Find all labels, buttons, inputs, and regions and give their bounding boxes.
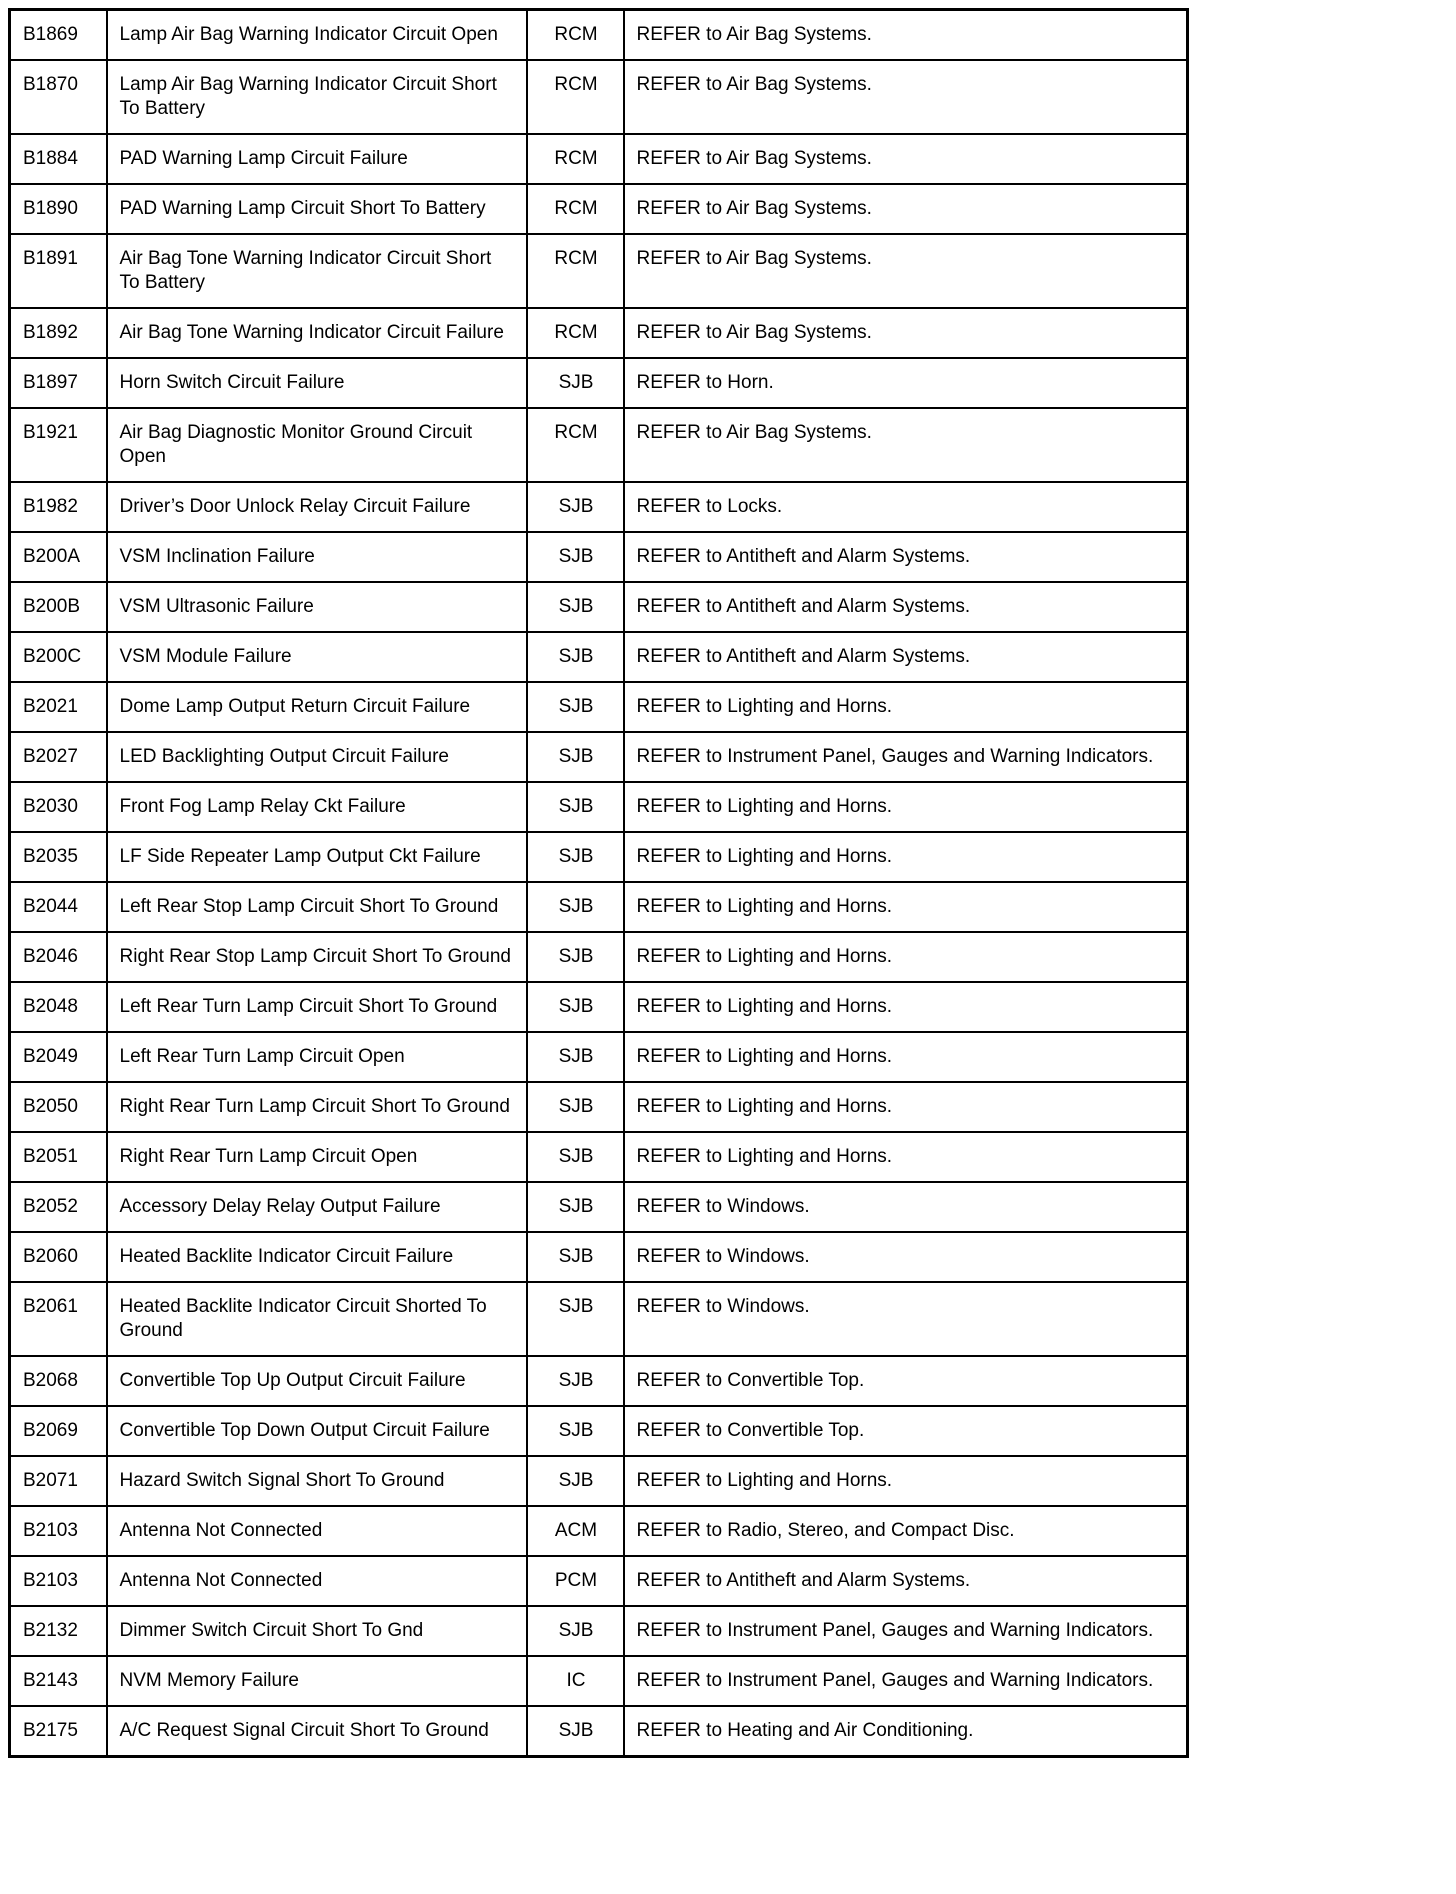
dtc-action-cell: REFER to Air Bag Systems. (624, 60, 1188, 134)
dtc-action-cell: REFER to Windows. (624, 1282, 1188, 1356)
dtc-action-cell: REFER to Convertible Top. (624, 1406, 1188, 1456)
dtc-module-cell: SJB (527, 1706, 624, 1757)
table-row (10, 60, 1188, 134)
dtc-action-cell: REFER to Lighting and Horns. (624, 682, 1188, 732)
table-row (10, 1182, 1188, 1232)
dtc-description-cell: Antenna Not Connected (107, 1506, 527, 1556)
dtc-action-cell: REFER to Air Bag Systems. (624, 234, 1188, 308)
dtc-action-cell: REFER to Air Bag Systems. (624, 10, 1188, 61)
dtc-code-cell: B2052 (10, 1182, 107, 1232)
dtc-action-cell: REFER to Lighting and Horns. (624, 1032, 1188, 1082)
dtc-module-cell: RCM (527, 408, 624, 482)
dtc-module-cell: RCM (527, 10, 624, 61)
table-row (10, 682, 1188, 732)
dtc-action-cell: REFER to Heating and Air Conditioning. (624, 1706, 1188, 1757)
dtc-module-cell: RCM (527, 184, 624, 234)
dtc-module-cell: SJB (527, 532, 624, 582)
dtc-table-body (10, 10, 1188, 1757)
dtc-code-cell: B2050 (10, 1082, 107, 1132)
dtc-description-cell: VSM Module Failure (107, 632, 527, 682)
dtc-action-cell: REFER to Antitheft and Alarm Systems. (624, 532, 1188, 582)
dtc-code-cell: B200B (10, 582, 107, 632)
dtc-action-cell: REFER to Instrument Panel, Gauges and Warning Indicators. (624, 1606, 1188, 1656)
table-row (10, 358, 1188, 408)
dtc-description-cell: Left Rear Turn Lamp Circuit Open (107, 1032, 527, 1082)
dtc-code-cell: B1982 (10, 482, 107, 532)
dtc-action-cell: REFER to Lighting and Horns. (624, 882, 1188, 932)
dtc-module-cell: RCM (527, 60, 624, 134)
table-row (10, 482, 1188, 532)
table-row (10, 234, 1188, 308)
dtc-code-cell: B2071 (10, 1456, 107, 1506)
dtc-action-cell: REFER to Lighting and Horns. (624, 932, 1188, 982)
dtc-action-cell: REFER to Antitheft and Alarm Systems. (624, 632, 1188, 682)
dtc-code-cell: B1890 (10, 184, 107, 234)
dtc-action-cell: REFER to Instrument Panel, Gauges and Warning Indicators. (624, 1656, 1188, 1706)
dtc-code-cell: B1870 (10, 60, 107, 134)
dtc-action-cell: REFER to Air Bag Systems. (624, 308, 1188, 358)
dtc-module-cell: SJB (527, 1082, 624, 1132)
dtc-code-cell: B1892 (10, 308, 107, 358)
dtc-code-cell: B1921 (10, 408, 107, 482)
dtc-module-cell: SJB (527, 932, 624, 982)
table-row (10, 1706, 1188, 1757)
dtc-code-cell: B2048 (10, 982, 107, 1032)
dtc-index-table (8, 8, 1189, 1758)
dtc-code-cell: B2132 (10, 1606, 107, 1656)
table-row (10, 882, 1188, 932)
dtc-code-cell: B2035 (10, 832, 107, 882)
dtc-code-cell: B1884 (10, 134, 107, 184)
dtc-description-cell: Air Bag Tone Warning Indicator Circuit Short To Battery (107, 234, 527, 308)
dtc-module-cell: SJB (527, 358, 624, 408)
dtc-description-cell: Left Rear Turn Lamp Circuit Short To Ground (107, 982, 527, 1032)
dtc-code-cell: B1869 (10, 10, 107, 61)
dtc-description-cell: Front Fog Lamp Relay Ckt Failure (107, 782, 527, 832)
dtc-module-cell: SJB (527, 1282, 624, 1356)
dtc-module-cell: SJB (527, 632, 624, 682)
dtc-description-cell: Right Rear Turn Lamp Circuit Short To Ground (107, 1082, 527, 1132)
dtc-description-cell: Right Rear Turn Lamp Circuit Open (107, 1132, 527, 1182)
dtc-module-cell: SJB (527, 1032, 624, 1082)
dtc-action-cell: REFER to Horn. (624, 358, 1188, 408)
dtc-module-cell: SJB (527, 882, 624, 932)
dtc-action-cell: REFER to Windows. (624, 1232, 1188, 1282)
table-row (10, 1282, 1188, 1356)
dtc-code-cell: B2061 (10, 1282, 107, 1356)
dtc-description-cell: NVM Memory Failure (107, 1656, 527, 1706)
table-row (10, 582, 1188, 632)
dtc-code-cell: B1891 (10, 234, 107, 308)
dtc-code-cell: B200C (10, 632, 107, 682)
dtc-module-cell: RCM (527, 308, 624, 358)
table-row (10, 1656, 1188, 1706)
dtc-code-cell: B2175 (10, 1706, 107, 1757)
dtc-action-cell: REFER to Lighting and Horns. (624, 782, 1188, 832)
dtc-code-cell: B2044 (10, 882, 107, 932)
dtc-module-cell: SJB (527, 1132, 624, 1182)
dtc-code-cell: B1897 (10, 358, 107, 408)
dtc-module-cell: RCM (527, 134, 624, 184)
dtc-description-cell: Left Rear Stop Lamp Circuit Short To Ground (107, 882, 527, 932)
dtc-description-cell: Accessory Delay Relay Output Failure (107, 1182, 527, 1232)
dtc-code-cell: B2051 (10, 1132, 107, 1182)
dtc-module-cell: PCM (527, 1556, 624, 1606)
dtc-action-cell: REFER to Air Bag Systems. (624, 134, 1188, 184)
dtc-description-cell: Air Bag Tone Warning Indicator Circuit Failure (107, 308, 527, 358)
dtc-description-cell: Horn Switch Circuit Failure (107, 358, 527, 408)
table-row (10, 982, 1188, 1032)
dtc-action-cell: REFER to Air Bag Systems. (624, 184, 1188, 234)
table-row (10, 1556, 1188, 1606)
dtc-module-cell: SJB (527, 482, 624, 532)
dtc-code-cell: B2049 (10, 1032, 107, 1082)
dtc-description-cell: Air Bag Diagnostic Monitor Ground Circuit Open (107, 408, 527, 482)
table-row (10, 134, 1188, 184)
dtc-action-cell: REFER to Lighting and Horns. (624, 1456, 1188, 1506)
dtc-description-cell: VSM Inclination Failure (107, 532, 527, 582)
table-row (10, 1356, 1188, 1406)
dtc-description-cell: Lamp Air Bag Warning Indicator Circuit Open (107, 10, 527, 61)
dtc-module-cell: SJB (527, 1456, 624, 1506)
dtc-description-cell: Dimmer Switch Circuit Short To Gnd (107, 1606, 527, 1656)
dtc-module-cell: SJB (527, 1232, 624, 1282)
table-row (10, 1082, 1188, 1132)
dtc-action-cell: REFER to Convertible Top. (624, 1356, 1188, 1406)
dtc-module-cell: IC (527, 1656, 624, 1706)
dtc-description-cell: Hazard Switch Signal Short To Ground (107, 1456, 527, 1506)
table-row (10, 1032, 1188, 1082)
table-row (10, 1406, 1188, 1456)
table-row (10, 1456, 1188, 1506)
dtc-code-cell: B2068 (10, 1356, 107, 1406)
dtc-module-cell: ACM (527, 1506, 624, 1556)
table-row (10, 408, 1188, 482)
dtc-action-cell: REFER to Antitheft and Alarm Systems. (624, 582, 1188, 632)
dtc-description-cell: Heated Backlite Indicator Circuit Failure (107, 1232, 527, 1282)
dtc-action-cell: REFER to Air Bag Systems. (624, 408, 1188, 482)
table-row (10, 1506, 1188, 1556)
dtc-module-cell: SJB (527, 1406, 624, 1456)
dtc-action-cell: REFER to Radio, Stereo, and Compact Disc. (624, 1506, 1188, 1556)
dtc-code-cell: B2027 (10, 732, 107, 782)
dtc-description-cell: VSM Ultrasonic Failure (107, 582, 527, 632)
dtc-action-cell: REFER to Instrument Panel, Gauges and Warning Indicators. (624, 732, 1188, 782)
table-row (10, 1232, 1188, 1282)
dtc-description-cell: Driver’s Door Unlock Relay Circuit Failure (107, 482, 527, 532)
dtc-code-cell: B2021 (10, 682, 107, 732)
dtc-description-cell: LF Side Repeater Lamp Output Ckt Failure (107, 832, 527, 882)
table-row (10, 832, 1188, 882)
dtc-description-cell: Convertible Top Down Output Circuit Failure (107, 1406, 527, 1456)
table-row (10, 184, 1188, 234)
dtc-description-cell: LED Backlighting Output Circuit Failure (107, 732, 527, 782)
table-row (10, 932, 1188, 982)
dtc-module-cell: SJB (527, 732, 624, 782)
dtc-code-cell: B2143 (10, 1656, 107, 1706)
dtc-description-cell: Right Rear Stop Lamp Circuit Short To Ground (107, 932, 527, 982)
dtc-module-cell: SJB (527, 1356, 624, 1406)
dtc-code-cell: B2030 (10, 782, 107, 832)
table-row (10, 632, 1188, 682)
dtc-description-cell: Antenna Not Connected (107, 1556, 527, 1606)
dtc-module-cell: SJB (527, 782, 624, 832)
dtc-code-cell: B2069 (10, 1406, 107, 1456)
dtc-action-cell: REFER to Locks. (624, 482, 1188, 532)
dtc-code-cell: B200A (10, 532, 107, 582)
dtc-description-cell: Heated Backlite Indicator Circuit Shorted To Ground (107, 1282, 527, 1356)
table-row (10, 782, 1188, 832)
dtc-code-cell: B2046 (10, 932, 107, 982)
table-row (10, 532, 1188, 582)
dtc-action-cell: REFER to Lighting and Horns. (624, 982, 1188, 1032)
dtc-module-cell: RCM (527, 234, 624, 308)
dtc-code-cell: B2060 (10, 1232, 107, 1282)
dtc-description-cell: A/C Request Signal Circuit Short To Ground (107, 1706, 527, 1757)
dtc-code-cell: B2103 (10, 1506, 107, 1556)
dtc-description-cell: PAD Warning Lamp Circuit Failure (107, 134, 527, 184)
dtc-description-cell: Lamp Air Bag Warning Indicator Circuit Short To Battery (107, 60, 527, 134)
dtc-action-cell: REFER to Antitheft and Alarm Systems. (624, 1556, 1188, 1606)
dtc-description-cell: Dome Lamp Output Return Circuit Failure (107, 682, 527, 732)
table-row (10, 1606, 1188, 1656)
dtc-module-cell: SJB (527, 982, 624, 1032)
dtc-description-cell: Convertible Top Up Output Circuit Failure (107, 1356, 527, 1406)
dtc-module-cell: SJB (527, 832, 624, 882)
dtc-module-cell: SJB (527, 682, 624, 732)
dtc-module-cell: SJB (527, 1606, 624, 1656)
dtc-module-cell: SJB (527, 1182, 624, 1232)
table-row (10, 10, 1188, 61)
table-row (10, 732, 1188, 782)
dtc-action-cell: REFER to Windows. (624, 1182, 1188, 1232)
table-row (10, 1132, 1188, 1182)
dtc-action-cell: REFER to Lighting and Horns. (624, 832, 1188, 882)
table-row (10, 308, 1188, 358)
dtc-module-cell: SJB (527, 582, 624, 632)
dtc-description-cell: PAD Warning Lamp Circuit Short To Battery (107, 184, 527, 234)
dtc-code-cell: B2103 (10, 1556, 107, 1606)
dtc-action-cell: REFER to Lighting and Horns. (624, 1132, 1188, 1182)
dtc-action-cell: REFER to Lighting and Horns. (624, 1082, 1188, 1132)
